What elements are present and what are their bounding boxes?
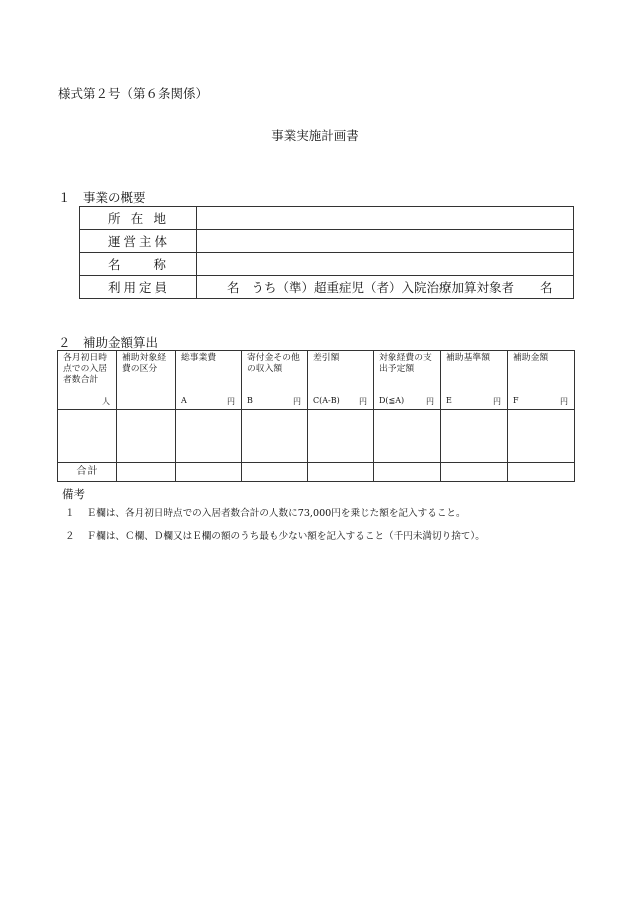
label-address: 所 在 地 bbox=[80, 207, 197, 230]
note-text: Ｆ欄は、Ｃ欄、Ｄ欄又はＥ欄の額のうち最も少ない額を記入すること（千円未満切り捨て）。 bbox=[86, 531, 485, 542]
capacity-note: うち（準）超重症児（者）入院治療加算対象者 bbox=[251, 280, 515, 295]
total-expense-category[interactable] bbox=[117, 463, 176, 482]
table-row bbox=[80, 230, 574, 253]
note-number: ２ bbox=[65, 531, 75, 542]
capacity-field[interactable] bbox=[197, 276, 574, 299]
subsidy-table bbox=[57, 350, 575, 482]
label-capacity: 利 用 定 員 bbox=[80, 276, 197, 299]
table-row bbox=[80, 207, 574, 230]
table-row bbox=[80, 253, 574, 276]
col-donations: 寄付金その他の収入額 B 円 bbox=[242, 351, 308, 410]
label-operator: 運 営 主 体 bbox=[80, 230, 197, 253]
cell-total-cost[interactable] bbox=[176, 410, 242, 463]
total-subsidy-amount[interactable] bbox=[508, 463, 575, 482]
note-number: １ bbox=[65, 508, 75, 519]
total-donations[interactable] bbox=[242, 463, 308, 482]
table-header-row bbox=[58, 351, 575, 410]
cell-planned-expense[interactable] bbox=[374, 410, 441, 463]
col-difference: 差引額 C(A-B) 円 bbox=[308, 351, 374, 410]
page-title: 事業実施計画書 bbox=[271, 128, 359, 143]
note-item bbox=[65, 505, 466, 519]
form-number: 様式第２号（第６条関係） bbox=[58, 86, 209, 101]
col-base-amount: 補助基準額 E 円 bbox=[441, 351, 508, 410]
table-row bbox=[80, 276, 574, 299]
name-field[interactable] bbox=[197, 253, 574, 276]
notes-heading: 備考 bbox=[62, 487, 85, 501]
note-text: Ｅ欄は、各月初日時点での入居者数合計の人数に73,000円を乗じた額を記入すること。 bbox=[86, 508, 466, 519]
capacity-unit: 名 bbox=[227, 280, 240, 295]
total-base-amount[interactable] bbox=[441, 463, 508, 482]
operator-field[interactable] bbox=[197, 230, 574, 253]
section1-heading: １ 事業の概要 bbox=[58, 190, 146, 205]
total-total-cost[interactable] bbox=[176, 463, 242, 482]
total-planned-expense[interactable] bbox=[374, 463, 441, 482]
cell-expense-category[interactable] bbox=[117, 410, 176, 463]
cell-donations[interactable] bbox=[242, 410, 308, 463]
capacity-unit-2: 名 bbox=[540, 280, 553, 295]
section2-heading: ２ 補助金額算出 bbox=[58, 335, 159, 350]
cell-residents[interactable] bbox=[58, 410, 117, 463]
total-label: 合 計 bbox=[58, 463, 117, 482]
cell-subsidy-amount[interactable] bbox=[508, 410, 575, 463]
cell-difference[interactable] bbox=[308, 410, 374, 463]
overview-table bbox=[79, 206, 574, 299]
label-name: 名 称 bbox=[80, 253, 197, 276]
table-row bbox=[58, 410, 575, 463]
col-residents: 各月初日時点での入居者数合計 人 bbox=[58, 351, 117, 410]
note-item bbox=[65, 528, 485, 542]
col-expense-category: 補助対象経費の区分 bbox=[117, 351, 176, 410]
total-difference[interactable] bbox=[308, 463, 374, 482]
col-total-cost: 総事業費 A 円 bbox=[176, 351, 242, 410]
col-subsidy-amount: 補助金額 F 円 bbox=[508, 351, 575, 410]
col-planned-expense: 対象経費の支出予定額 D(≦A) 円 bbox=[374, 351, 441, 410]
cell-base-amount[interactable] bbox=[441, 410, 508, 463]
table-total-row bbox=[58, 463, 575, 482]
address-field[interactable] bbox=[197, 207, 574, 230]
